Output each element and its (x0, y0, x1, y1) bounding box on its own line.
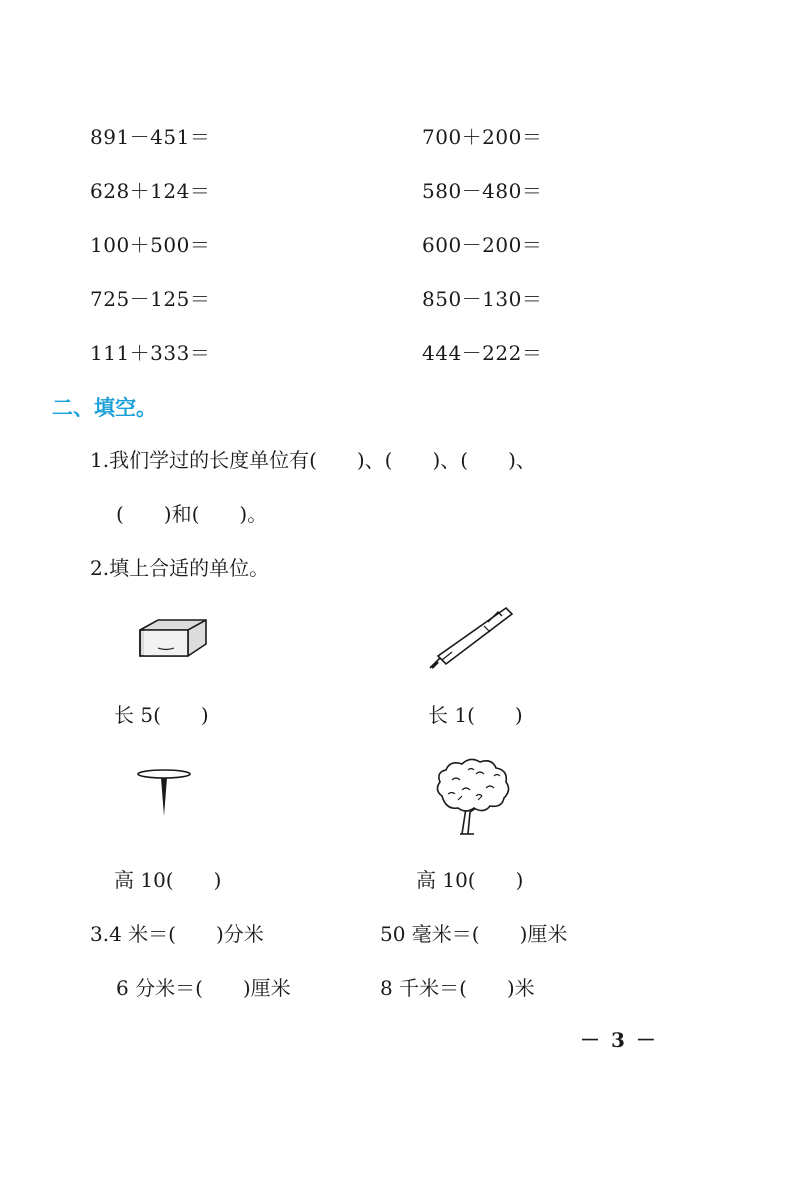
question-3-item-b: 50 毫米＝( )厘米 (380, 922, 568, 946)
question-1-line-1: 1.我们学过的长度单位有( )、( )、( )、 (90, 448, 536, 472)
calc-left-2: 628＋124＝ (90, 179, 211, 203)
tree-caption: 高 10( ) (416, 868, 524, 892)
tree-icon (432, 756, 512, 836)
calc-right-5: 444－222＝ (422, 341, 543, 365)
question-2-title: 2.填上合适的单位。 (90, 556, 270, 580)
thumbtack-icon (136, 768, 192, 820)
eraser-icon (136, 616, 210, 662)
pen-caption: 长 1( ) (428, 703, 523, 727)
calc-left-4: 725－125＝ (90, 287, 211, 311)
calc-right-2: 580－480＝ (422, 179, 543, 203)
page-number: － 3 － (580, 1028, 658, 1052)
thumbtack-caption: 高 10( ) (114, 868, 222, 892)
calc-left-3: 100＋500＝ (90, 233, 211, 257)
calc-right-3: 600－200＝ (422, 233, 543, 257)
question-3-item-a: 3.4 米＝( )分米 (90, 922, 264, 946)
eraser-caption: 长 5( ) (114, 703, 209, 727)
section-title: 二、填空。 (52, 396, 157, 420)
question-1-line-2: ( )和( )。 (116, 502, 268, 526)
pen-icon (428, 606, 518, 670)
question-3-item-c: 6 分米＝( )厘米 (116, 976, 291, 1000)
calc-left-5: 111＋333＝ (90, 341, 211, 365)
calc-left-1: 891－451＝ (90, 125, 211, 149)
question-3-item-d: 8 千米＝( )米 (380, 976, 535, 1000)
calc-right-1: 700＋200＝ (422, 125, 543, 149)
calc-right-4: 850－130＝ (422, 287, 543, 311)
